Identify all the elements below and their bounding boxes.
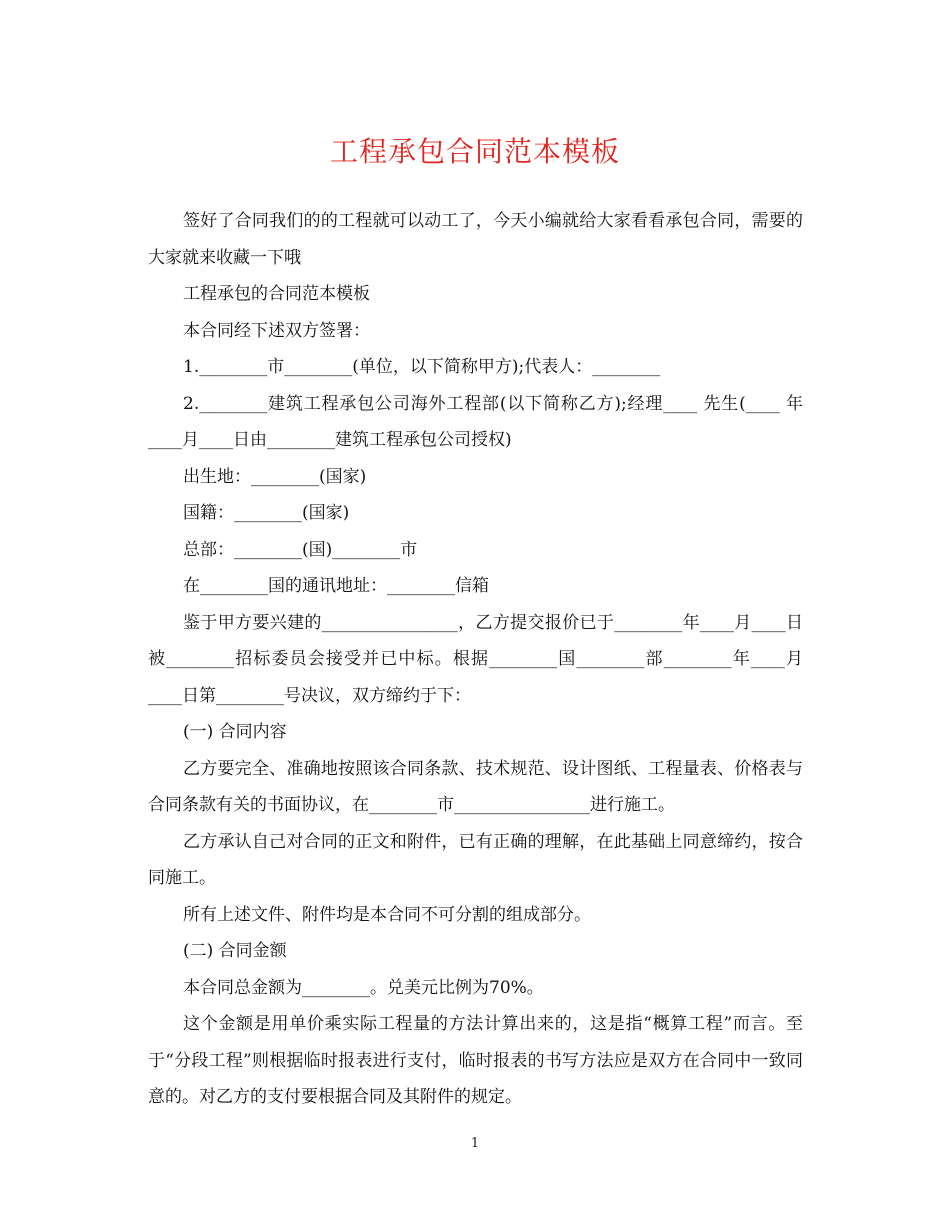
paragraph-birthplace: 出生地：________(国家)	[183, 466, 367, 487]
paragraph-whereas: 鉴于甲方要兴建的________________，乙方提交报价已于________年____月____日被________招标委员会接受并已中标。根据________国________部________年____月____日第________号决议，双方缔约于下：	[148, 612, 803, 706]
paragraph-signing-parties: 本合同经下述双方签署：	[183, 320, 370, 341]
page-number: 1	[470, 1136, 480, 1151]
paragraph-understanding: 乙方承认自己对合同的正文和附件，已有正确的理解，在此基础上同意缔约，按合同施工。	[148, 831, 803, 888]
section-heading-contract-amount: (二) 合同金额	[183, 941, 287, 961]
paragraph-subtitle: 工程承包的合同范本模板	[183, 284, 370, 304]
document-title: 工程承包合同范本模板	[329, 135, 620, 168]
paragraph-headquarters: 总部：________(国)________市	[183, 539, 418, 560]
document-body	[148, 203, 803, 1116]
paragraph-party-b: 2.________建筑工程承包公司海外工程部(以下简称乙方);经理____ 先生(____ 年____月____日由________建筑工程承包公司授权)	[148, 393, 803, 450]
paragraph-total-amount: 本合同总金额为________。兑美元比例为70%。	[183, 977, 544, 998]
paragraph-amount-calculation: 这个金额是用单价乘实际工程量的方法计算出来的，这是指“概算工程”而言。至于“分段工程”则根据临时报表进行支付，临时报表的书写方法应是双方在合同中一致同意的。对乙方的支付要根据合同及其附件的规定。	[148, 1014, 803, 1107]
paragraph-construction-terms: 乙方要完全、准确地按照该合同条款、技术规范、设计图纸、工程量表、价格表与合同条款有关的书面协议，在________市________________进行施工。	[148, 758, 803, 815]
paragraph-intro: 签好了合同我们的的工程就可以动工了，今天小编就给大家看看承包合同，需要的大家就来收藏一下哦	[148, 211, 803, 268]
paragraph-party-a: 1.________市________(单位，以下简称甲方);代表人：________	[183, 357, 661, 377]
paragraph-address: 在________国的通讯地址：________信箱	[183, 576, 489, 596]
paragraph-nationality: 国籍：________(国家)	[183, 503, 350, 523]
paragraph-attachments: 所有上述文件、附件均是本合同不可分割的组成部分。	[183, 904, 591, 925]
section-heading-contract-content: (一) 合同内容	[183, 722, 287, 742]
